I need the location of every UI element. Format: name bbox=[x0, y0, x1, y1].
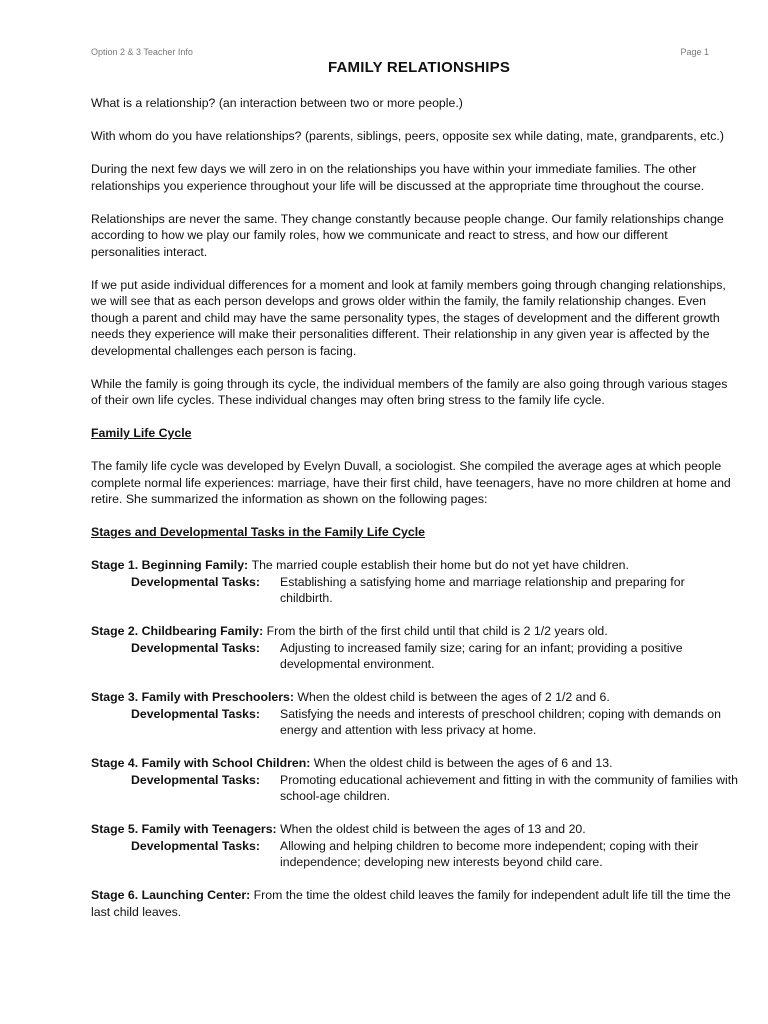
task-text: Establishing a satisfying home and marriage relationship and preparing for childbirth. bbox=[280, 574, 685, 605]
header-left: Option 2 & 3 Teacher Info bbox=[91, 47, 193, 57]
paragraph: While the family is going through its cycle, the individual members of the family are also going through various stages of their own life cycles. These individual changes may often bring stress to the family life cycle. bbox=[91, 376, 728, 407]
stage-description: When the oldest child is between the ages of 2 1/2 and 6. bbox=[297, 690, 610, 704]
task-label: Developmental Tasks: bbox=[131, 706, 260, 721]
section-heading-family-life-cycle: Family Life Cycle bbox=[91, 426, 192, 440]
task-text: Satisfying the needs and interests of preschool children; coping with demands on energy and attention with less privacy at home. bbox=[280, 706, 721, 737]
stage-6 bbox=[91, 887, 739, 920]
stage-description: When the oldest child is between the ages of 6 and 13. bbox=[313, 756, 613, 770]
task-label: Developmental Tasks: bbox=[131, 574, 260, 589]
stage-label: Stage 6. Launching Center: bbox=[91, 888, 251, 902]
document-body bbox=[91, 95, 739, 937]
stage-5 bbox=[91, 821, 739, 871]
page-number: Page 1 bbox=[680, 47, 709, 57]
paragraph: During the next few days we will zero in on the relationships you have within your immediate families. The other relationships you experience throughout your life will be discussed at the appropriate time throughout the course. bbox=[91, 162, 705, 193]
stage-description: The married couple establish their home but do not yet have children. bbox=[251, 558, 629, 572]
paragraph: Relationships are never the same. They change constantly because people change. Our family relationships change according to how we play our family roles, how we communicate and react to stress, and how our different personalities interact. bbox=[91, 211, 724, 259]
section-heading-stages: Stages and Developmental Tasks in the Family Life Cycle bbox=[91, 525, 425, 539]
task-text: Promoting educational achievement and fitting in with the community of families with school-age children. bbox=[280, 772, 738, 803]
stage-3 bbox=[91, 689, 739, 739]
stage-label: Stage 3. Family with Preschoolers: bbox=[91, 690, 294, 704]
paragraph: If we put aside individual differences for a moment and look at family members going through changing relationships, we will see that as each person develops and grows older within the family, the family relationship changes. Even though a parent and child may have the same personality types, the stages of development and the different growth needs they experience will make their personalities different. Their relationship in any given year is affected by the developmental challenges each person is facing. bbox=[91, 277, 726, 358]
stage-label: Stage 5. Family with Teenagers: bbox=[91, 822, 277, 836]
stage-description: From the birth of the first child until that child is 2 1/2 years old. bbox=[266, 624, 608, 638]
stage-1 bbox=[91, 557, 739, 607]
task-label: Developmental Tasks: bbox=[131, 772, 260, 787]
task-label: Developmental Tasks: bbox=[131, 640, 260, 655]
paragraph: The family life cycle was developed by Evelyn Duvall, a sociologist. She compiled the average ages at which people complete normal life experiences: marriage, have their first child, have teenagers, have no more children at home and retire. She summarized the information as shown on the following pages: bbox=[91, 459, 731, 506]
page-title: FAMILY RELATIONSHIPS bbox=[327, 59, 511, 76]
stage-description: From the time the oldest child leaves the family for independent adult life till the time the last child leaves. bbox=[91, 888, 731, 919]
task-text: Allowing and helping children to become more independent; coping with their independence; developing new interests beyond child care. bbox=[280, 838, 699, 869]
task-label: Developmental Tasks: bbox=[131, 838, 260, 853]
stage-label: Stage 2. Childbearing Family: bbox=[91, 624, 264, 638]
stage-label: Stage 1. Beginning Family: bbox=[91, 558, 249, 572]
task-text: Adjusting to increased family size; caring for an infant; providing a positive developmental environment. bbox=[280, 640, 683, 671]
stage-2 bbox=[91, 623, 739, 673]
stage-4 bbox=[91, 755, 739, 805]
paragraph: What is a relationship? (an interaction between two or more people.) bbox=[91, 96, 463, 110]
stage-label: Stage 4. Family with School Children: bbox=[91, 756, 311, 770]
stage-description: When the oldest child is between the ages of 13 and 20. bbox=[280, 822, 586, 836]
paragraph: With whom do you have relationships? (parents, siblings, peers, opposite sex while dating, mate, grandparents, etc.) bbox=[91, 129, 724, 143]
